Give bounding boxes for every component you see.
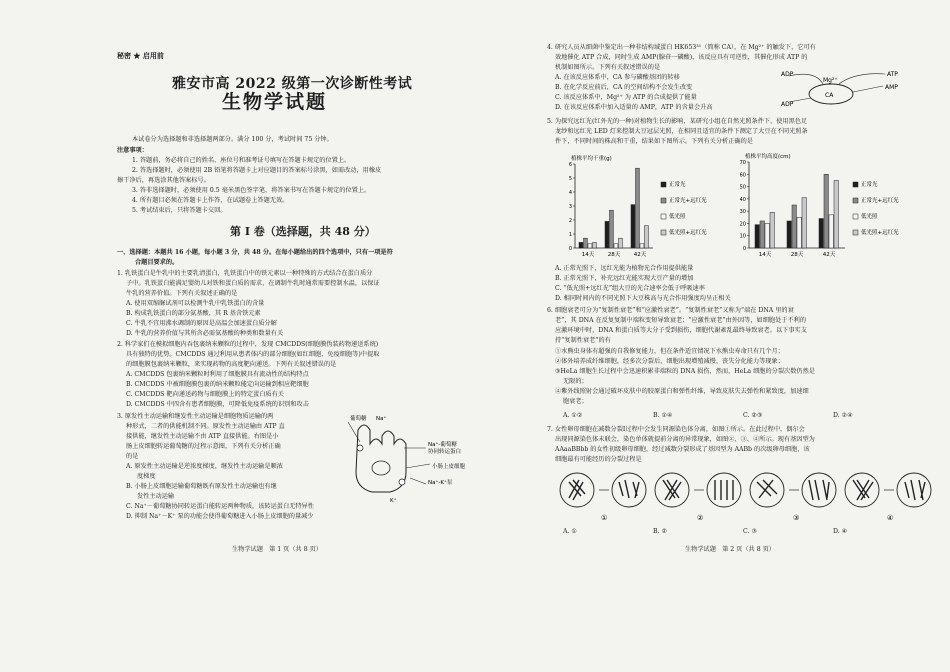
bar (792, 205, 796, 248)
q1-text: 子中。乳铁蛋白能满足婴幼儿对铁和蛋白质的需求，在调制牛乳时通常需要控制水温，以保证 (126, 280, 380, 287)
q7-text: AAaaBBbb 的女性初级卵母细胞，经过减数分裂形成了基因型为 AABb 的次级卵母细胞，该 (555, 446, 810, 453)
q3-option: B. 小肠上皮细胞运输葡萄糖既有原发性主动运输也有继 (126, 483, 277, 490)
subject-title: 生物学试题 (222, 91, 328, 113)
q2-text: 具有独特的优势。CMCDDS 通过利用从患者体内的部分细胞(如红细胞、免疫细胞等)中提取 (126, 351, 380, 358)
legend-swatch (853, 182, 858, 187)
intestinal-cell-diagram (330, 412, 490, 504)
q2-text: 的细胞膜包裹纳米颗粒，来实现药物的高度靶向递送。下列有关叙述错误的是 (126, 361, 337, 368)
q6-text: 应激环境中时，DNA 和蛋白质等大分子受到损伤，细胞代谢紊乱最终导致衰老。以下事实支 (555, 327, 807, 334)
x-tick-label: 14天 (581, 252, 595, 258)
notice-line: 5. 考试结束后，只将答题卡交回。 (132, 207, 227, 214)
ca-label: CA (825, 92, 834, 99)
notice-line: 1. 答题前，务必将自己的姓名、座位号和准考证号填写在答题卡规定的位置上。 (132, 157, 351, 164)
q1-option: C. 牛乳不宜用沸水调制的原因是高温会加速蛋白质分解 (126, 320, 277, 327)
figure-label: ③ (793, 514, 800, 522)
figure-label: ① (601, 514, 608, 522)
notice-line: 2. 答选择题时，必须使用 2B 铅笔将答题卡上对应题目的答案标号涂黑，如需改动，用橡皮 (132, 167, 382, 174)
q1-option: B. 构成乳铁蛋白的部分氨基酸，其 R 基含铁元素 (126, 310, 261, 317)
bar (787, 221, 791, 248)
na-label: Na⁺ (376, 416, 387, 422)
y-axis-label: 植株平均高度(cm) (745, 154, 791, 160)
y-tick-label: 5 (568, 176, 572, 182)
q4-text: 机制如图所示。下列有关叙述错误的是 (555, 64, 661, 71)
q2-option: C. CMCDDS 靶向递送药物与细胞膜上的特定蛋白质有关 (126, 391, 284, 398)
legend-label: 正常光 (861, 182, 878, 188)
bar (770, 212, 774, 248)
figure-label: ④ (887, 514, 894, 522)
amp-label: AMP (885, 84, 898, 91)
legend-label: 低光照+远红光 (669, 230, 707, 236)
q7-option: B. ② (653, 528, 668, 535)
page-2 (515, 0, 950, 672)
glucose-label: 葡萄糖 (350, 416, 367, 422)
nucleus-shape (372, 461, 390, 475)
cell-label: 小肠上皮细胞 (432, 464, 466, 470)
bar (640, 244, 644, 248)
q1-text: 牛乳的营养价值。下列有关叙述正确的是 (126, 290, 238, 297)
q6-text: 6. 细胞衰老可分为“复制性衰老”和“应激性衰老”。“复制性衰老”又称为“端在 DNA 里的衰 (547, 307, 794, 314)
q7-text: 出现同源染色体未联会，染色单体就提前分离的异常现象，如图②、③、④所示。现有基因型为 (555, 436, 815, 443)
legend-swatch (853, 198, 858, 203)
q6-fact: ①水熊虫身体有超强的自我修复能力，但在条件适宜情况下水熊虫寿命只有几个月； (555, 348, 784, 355)
bar (765, 223, 769, 248)
q5-option: D. 相同时间内的不同光照下大豆株高与光合作用强度均呈正相关 (555, 295, 731, 302)
q2-text: 2. 科学家们在模拟细胞内吞包裹纳米颗粒的过程中，发现 CMCDDS(细胞膜伪装药物递送系统) (117, 341, 379, 348)
cell-pair-1 (560, 473, 646, 507)
q6-option: A. ①② (563, 412, 583, 419)
page-footer: 生物学试题 第 1 页（共 8 页） (232, 546, 322, 553)
bar (631, 205, 635, 248)
confidential-tag: 秘密 ★ 启用前 (117, 51, 164, 60)
section-title: 第 Ⅰ 卷（选择题，共 48 分） (230, 225, 376, 238)
legend-swatch (661, 198, 666, 203)
legend-label: 低光照 (669, 214, 686, 220)
plant-height-chart (721, 148, 931, 262)
legend-swatch (661, 230, 666, 235)
exam-title: 雅安市高 2022 级第一次诊断性考试 (172, 76, 413, 92)
q5-text: 龙纱和远红光 LED 灯来控制大豆冠层光照，在相同且适宜的条件下测定了大豆在不同光照条 (555, 128, 808, 135)
q6-option: D. ②④ (833, 412, 853, 419)
notice-line: 擦干净后，再选涂其他答案标号。 (117, 177, 210, 184)
q7-option: A. ① (563, 528, 577, 535)
y-tick-label: 70 (739, 160, 746, 166)
q7-option: C. ③ (743, 528, 757, 535)
q7-text: 细胞最有可能经历的分裂过程是 (555, 456, 642, 463)
bar (645, 226, 649, 248)
y-tick-label: 60 (739, 172, 746, 179)
y-tick-label: 0 (742, 246, 746, 252)
q3-option: C. Na⁺－葡萄糖协同转运蛋白能转运两种物质，该转运蛋白无特异性 (126, 503, 314, 510)
q6-option: C. ②③ (743, 412, 763, 419)
y-tick-label: 2 (568, 218, 572, 224)
y-tick-label: 50 (739, 184, 746, 191)
x-tick-label: 28天 (790, 252, 804, 258)
meiosis-figure (557, 468, 937, 524)
q3-option: 度梯度 (137, 473, 156, 480)
q6-fact: ②体外培养成纤维细胞，经多次分裂后，细胞出现增殖减慢、丧失分化能力等现象； (555, 358, 784, 365)
notice-line: 3. 答非选择题时，必须使用 0.5 毫米黑色签字笔，将答案书写在答题卡规定的位置上。 (132, 187, 371, 194)
cotransporter-label: Na⁺-葡萄糖 (428, 442, 457, 448)
bar (802, 198, 806, 248)
cell-pair-2 (655, 473, 741, 507)
bar (579, 242, 583, 248)
atp-label: ATP (887, 71, 898, 78)
q3-text: 3. 原发性主动运输和继发性主动运输是细胞物质运输的两 (117, 413, 274, 420)
x-tick-label: 14天 (758, 252, 772, 258)
bar (834, 180, 838, 248)
bar (610, 210, 614, 248)
bar (824, 174, 828, 248)
cell-pair-4 (845, 473, 931, 507)
bar (588, 244, 592, 248)
notice-title: 注意事项： (117, 147, 148, 154)
q1-option: D. 牛乳的营养价值与其所含必需氨基酸的种类和数量有关 (126, 330, 284, 337)
q4-option: A. 在该反应体系中，CA 参与磷酸基团的转移 (555, 74, 680, 81)
q4-text: 效地催化 ATP 合成，同时生成 AMP(腺苷一磷酸)，该反应具有可逆性，其催化形成 ATP 的 (555, 54, 808, 61)
q5-option: B. 正常光照下，补充远红光能实现大豆产量的增加 (555, 275, 694, 282)
notice-line: 4. 所有题目必须在答题卡上作答，在试题卷上答题无效。 (132, 197, 289, 204)
q7-text: 7. 女性卵母细胞在减数分裂Ⅰ过程中会发生同源染色体分离，如图①所示。在此过程中，偶尔会 (547, 426, 805, 433)
q1-text: 1. 乳铁蛋白是牛乳中的主要乳清蛋白，乳铁蛋白中的铁元素以一种特殊的方式结合在蛋白质分 (117, 270, 373, 277)
q5-text: 件下，不同时间的株高和干重，结果如下图所示。下列有关分析正确的是 (555, 138, 753, 145)
legend-swatch (853, 214, 858, 219)
q2-option: B. CMCDDS 中被细胞膜包裹的纳米颗粒能定向运输到相应靶细胞 (126, 381, 309, 388)
q2-option: A. CMCDDS 包裹纳米颗粒时利用了细胞膜具有流动性的结构特点 (126, 371, 309, 378)
bar (819, 219, 823, 248)
q6-option: B. ①④ (653, 412, 673, 419)
q5-option: C. “低光照+远红光”组大豆的光合速率会低于呼吸速率 (555, 285, 705, 292)
adp-label: ADP (781, 101, 794, 108)
q4-text: 4. 研究人员从细菌中鉴定出一种非结构域蛋白 HK653³¹（简称 CA），在 Mg²⁺ 的触发下，它可有 (547, 44, 816, 51)
q6-text: 老”，其 DNA 在反复复制中端粒变短导致衰老；“应激性衰老”由外因等，如细胞处于不利的 (555, 317, 807, 324)
q6-fact: 无限的； (563, 378, 588, 385)
bar (584, 238, 588, 248)
y-tick-label: 10 (739, 233, 746, 240)
ca-reaction-diagram (775, 68, 925, 112)
bar (755, 225, 759, 248)
q5-text: 5. 为探究远红光(红外光的一种)对植物生长的影响，某研究小组在自然光照条件下，使用黑色足 (547, 118, 808, 125)
q3-text: 种形式，二者的供能机制不同。原发性主动运输由 ATP 直 (126, 423, 285, 430)
q4-option: D. 在该反应体系中加入适量的 AMP，ATP 的含量会升高 (555, 104, 713, 111)
q1-option: A. 使用双缩脲试剂可以检测牛乳中乳铁蛋白的含量 (126, 300, 265, 307)
bar (614, 244, 618, 248)
x-tick-label: 42天 (633, 252, 647, 258)
bar (760, 221, 764, 248)
y-tick-label: 1 (568, 232, 572, 238)
y-tick-label: 4 (568, 190, 572, 196)
k-label: K⁺ (390, 498, 397, 504)
mg-label: Mg²⁺ (823, 77, 838, 84)
q3-option: 发性主动运输 (137, 493, 175, 500)
legend-label: 正常光+远红光 (669, 198, 707, 204)
q6-fact: ③HeLa 细胞生长过程中会迅速积累非端粒的 DNA 损伤，然而，HeLa 细胞的分裂次数仍然是 (555, 368, 815, 375)
exam-intro: 本试卷分为选择题和非选择题两部分。满分 100 分，考试时间 75 分钟。 (132, 136, 333, 143)
legend-swatch (661, 182, 666, 187)
q3-text: 的是 (126, 453, 139, 460)
legend-swatch (853, 230, 858, 235)
q7-option: D. ④ (833, 528, 848, 535)
page-footer: 生物学试题 第 2 页（共 8 页） (685, 546, 775, 553)
bar (829, 215, 833, 248)
legend-label: 低光照 (861, 214, 878, 220)
bar (797, 217, 801, 248)
legend-label: 低光照+远红光 (861, 230, 899, 236)
legend-label: 正常光 (669, 182, 686, 188)
y-tick-label: 3 (568, 204, 572, 210)
cell-pair-3 (750, 473, 836, 507)
q2-option: D. CMCDDS 中四含有患者细胞膜，可降低免疫系统的识别和攻击 (126, 401, 309, 408)
q3-text: 接供能，继发性主动运输不由 ATP 直接供能。右图是小 (126, 433, 279, 440)
x-tick-label: 28天 (607, 252, 621, 258)
y-tick-label: 20 (739, 221, 746, 228)
q3-option: A. 原发性主动运输是逆浓度梯度，继发性主动运输是顺浓 (126, 463, 283, 470)
y-tick-label: 0 (568, 246, 572, 252)
x-tick-label: 42天 (822, 252, 836, 258)
legend-label: 正常光+远红光 (861, 198, 899, 204)
part-instructions: 一、选择题：本题共 16 小题，每小题 3 分，共 48 分。在每小题给出的四个选项中，只有一项是符 (117, 249, 393, 256)
cotransporter-label: 协同转运蛋白 (428, 449, 462, 455)
q6-fact: ④紫外线照射会通过破坏皮肤中的胶原蛋白和弹性纤维，导致皮肤失去弹性和紧致度，加速细 (555, 388, 809, 395)
q3-text: 肠上皮细胞转运葡萄糖的过程示意图，下列有关分析正确 (126, 443, 281, 450)
bar (636, 168, 640, 248)
y-tick-label: 30 (739, 209, 746, 216)
y-tick-label: 6 (568, 162, 572, 168)
bar (605, 221, 609, 248)
y-axis-label: 植株平均干重(g) (571, 156, 612, 162)
legend-swatch (661, 214, 666, 219)
figure-label: ② (697, 514, 704, 522)
bar (593, 242, 597, 248)
part-instructions: 合题目要求的。 (135, 259, 179, 266)
q5-option: A. 正常光照下，远红光能为植物光合作用提供能量 (555, 265, 694, 272)
y-tick-label: 40 (739, 196, 746, 203)
q3-option: D. 抑制 Na⁺－K⁺ 泵的功能会使得葡萄糖进入小肠上皮细胞的量减少 (126, 513, 314, 520)
q6-fact: 胞衰老； (563, 398, 588, 405)
pump-label: Na⁺-K⁺泵 (428, 480, 453, 486)
bar (619, 238, 623, 248)
q4-option: B. 在化学反应前后，CA 的空间结构不会发生改变 (555, 84, 693, 91)
adp-label: ADP (781, 71, 794, 78)
q6-text: 持“复制性衰老”的有 (555, 337, 611, 344)
q4-option: C. 该反应体系中，Mg²⁺ 为 ATP 的合成提供了能量 (555, 94, 697, 101)
